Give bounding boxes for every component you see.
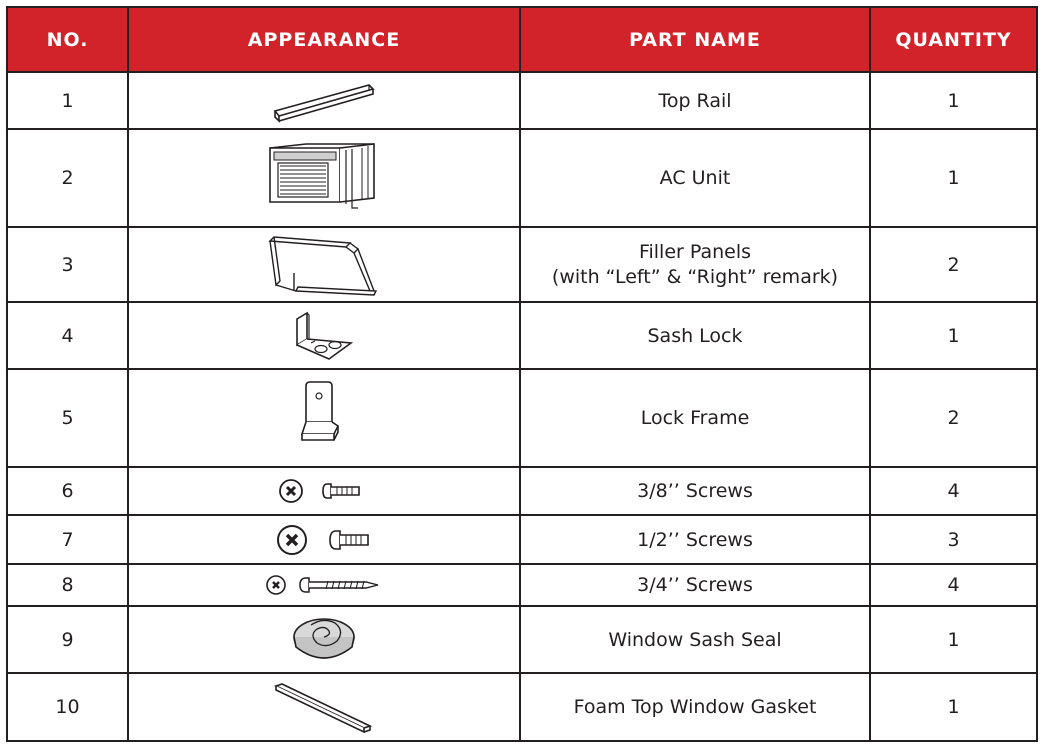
header-quantity: QUANTITY (870, 7, 1037, 72)
appearance-cell (128, 72, 520, 129)
part-name: AC Unit (520, 129, 870, 227)
quantity: 4 (870, 564, 1037, 606)
row-number: 9 (7, 606, 128, 673)
appearance-cell (128, 673, 520, 741)
parts-table (6, 6, 1038, 742)
filler-panels-icon (266, 233, 382, 297)
screw-1-2-icon (276, 523, 372, 557)
table-row (7, 302, 1037, 369)
part-name: 3/8’’ Screws (520, 467, 870, 515)
row-number: 5 (7, 369, 128, 467)
header-appearance: APPEARANCE (128, 7, 520, 72)
appearance-cell (128, 515, 520, 564)
table-row (7, 467, 1037, 515)
part-name: 3/4’’ Screws (520, 564, 870, 606)
part-name (520, 227, 870, 302)
screw-3-8-icon (279, 476, 369, 506)
appearance-cell (128, 467, 520, 515)
appearance-cell (128, 606, 520, 673)
table-row (7, 673, 1037, 741)
top-rail-icon (269, 79, 379, 123)
header-row (7, 7, 1037, 72)
appearance-cell (128, 129, 520, 227)
table-row (7, 369, 1037, 467)
part-name-line: Filler Panels (638, 240, 752, 263)
sash-lock-icon (289, 309, 359, 363)
part-name: 1/2’’ Screws (520, 515, 870, 564)
part-name: Window Sash Seal (520, 606, 870, 673)
appearance-cell (128, 369, 520, 467)
row-number: 1 (7, 72, 128, 129)
screw-3-4-icon (266, 572, 382, 598)
row-number: 2 (7, 129, 128, 227)
quantity: 1 (870, 72, 1037, 129)
header-no: NO. (7, 7, 128, 72)
row-number: 8 (7, 564, 128, 606)
part-name: Top Rail (520, 72, 870, 129)
part-name: Foam Top Window Gasket (520, 673, 870, 741)
window-sash-seal-icon (289, 613, 359, 667)
quantity: 3 (870, 515, 1037, 564)
part-name-remark: (with “Left” & “Right” remark) (551, 265, 839, 288)
part-name: Sash Lock (520, 302, 870, 369)
appearance-cell (128, 227, 520, 302)
row-number: 6 (7, 467, 128, 515)
quantity: 1 (870, 302, 1037, 369)
row-number: 3 (7, 227, 128, 302)
table-row (7, 129, 1037, 227)
table-row (7, 227, 1037, 302)
foam-gasket-icon (272, 680, 376, 734)
appearance-cell (128, 564, 520, 606)
appearance-cell (128, 302, 520, 369)
quantity: 1 (870, 129, 1037, 227)
quantity: 1 (870, 606, 1037, 673)
quantity: 4 (870, 467, 1037, 515)
table-row (7, 606, 1037, 673)
table-row (7, 515, 1037, 564)
quantity: 2 (870, 369, 1037, 467)
part-name: Lock Frame (520, 369, 870, 467)
row-number: 4 (7, 302, 128, 369)
ac-unit-icon (266, 140, 382, 216)
table-row (7, 564, 1037, 606)
row-number: 7 (7, 515, 128, 564)
lock-frame-icon (294, 378, 354, 458)
quantity: 2 (870, 227, 1037, 302)
table-row (7, 72, 1037, 129)
row-number: 10 (7, 673, 128, 741)
quantity: 1 (870, 673, 1037, 741)
header-part-name: PART NAME (520, 7, 870, 72)
